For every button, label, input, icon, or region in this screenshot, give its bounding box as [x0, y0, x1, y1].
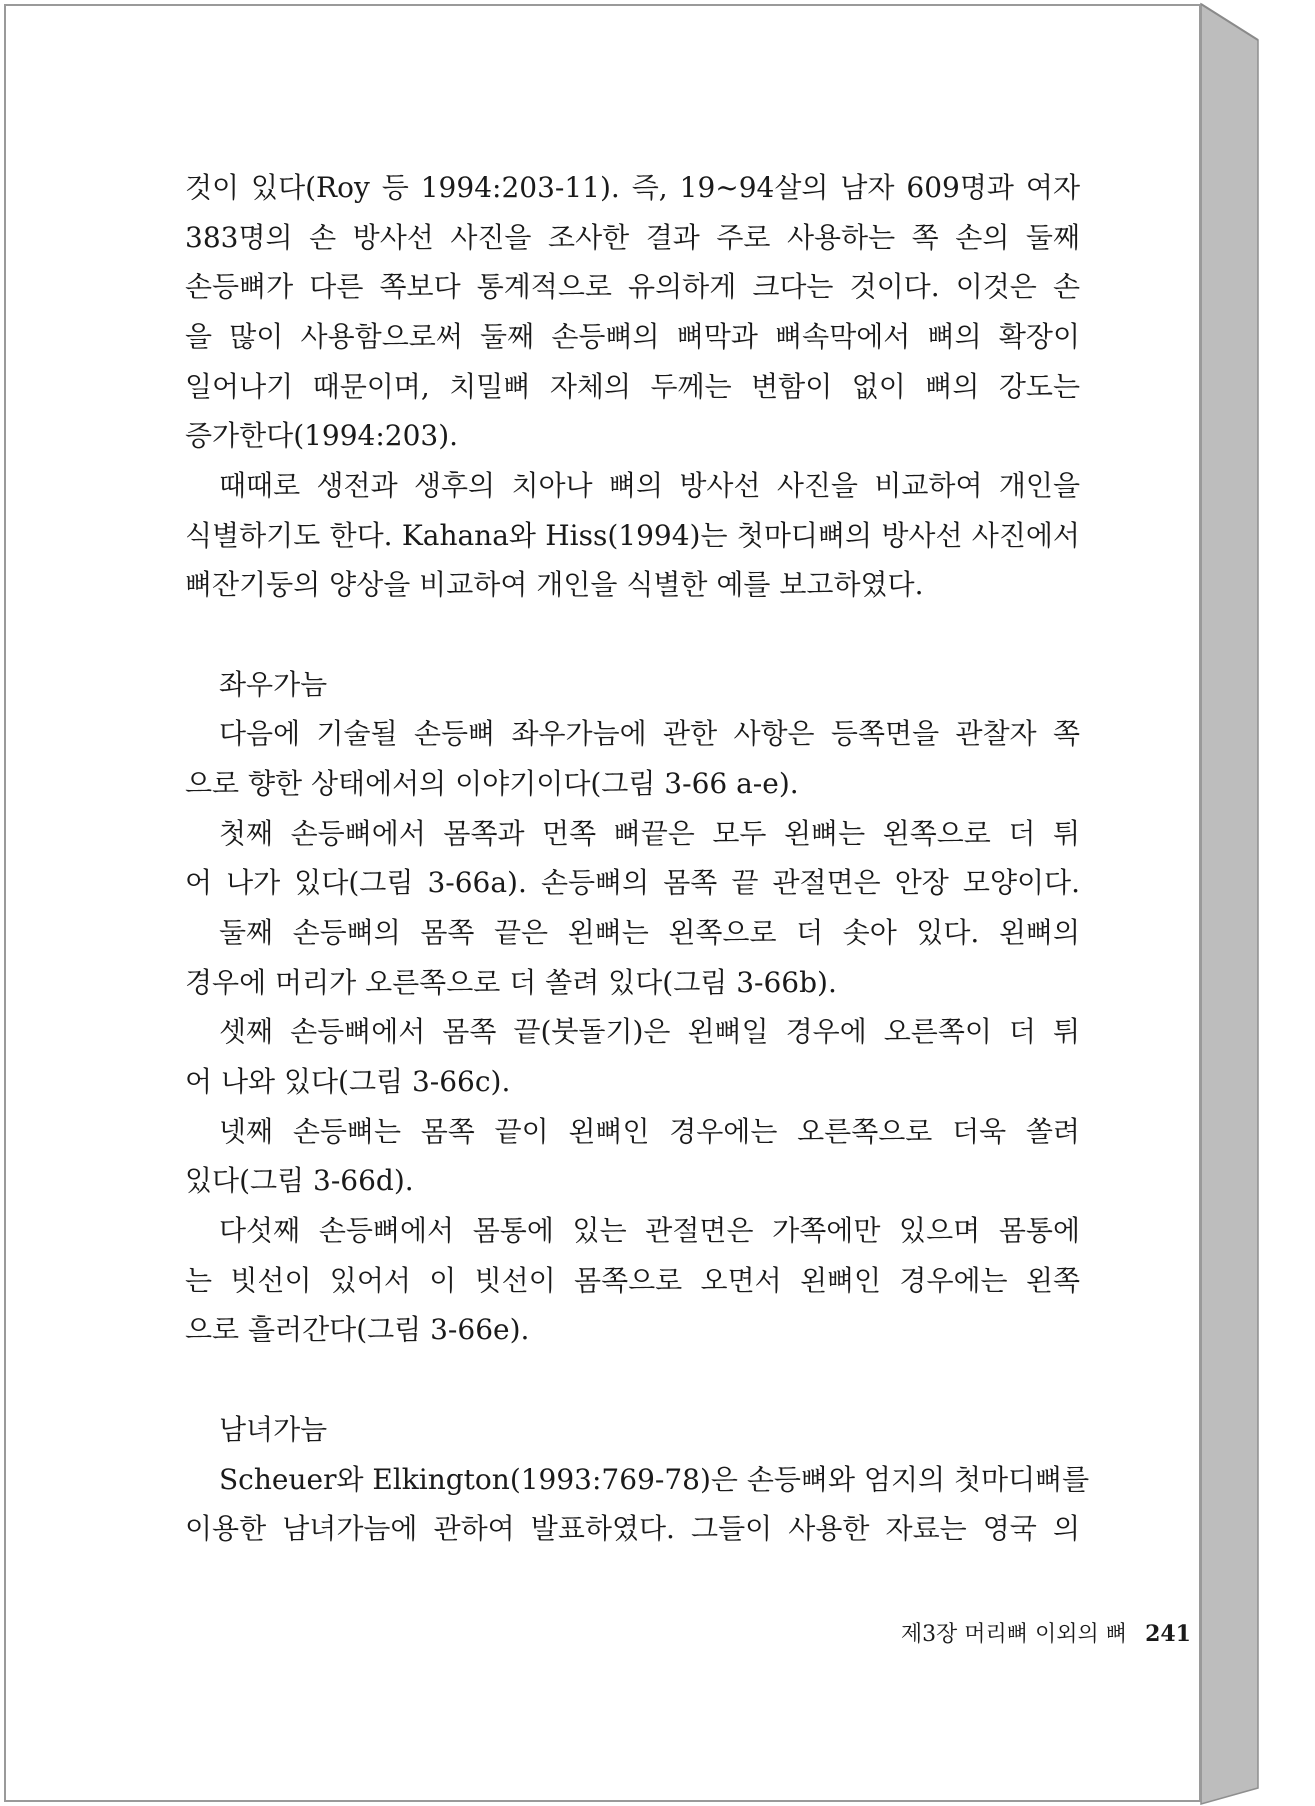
text-line: 다음에 기술될 손등뼈 좌우가늠에 관한 사항은 등쪽면을 관찰자 쪽 — [219, 717, 1080, 750]
text-line: Scheuer와 Elkington(1993:769-78)은 손등뼈와 엄지의 첫마디뼈를 — [219, 1463, 1090, 1496]
text-line: 다섯째 손등뼈에서 몸통에 있는 관절면은 가쪽에만 있으며 몸통에 — [219, 1214, 1080, 1247]
section-heading-sex: 남녀가늠 — [219, 1413, 328, 1446]
page-footer — [901, 1617, 1191, 1651]
text-line: 어 나와 있다(그림 3-66c). — [185, 1065, 511, 1098]
page-number: 241 — [1145, 1621, 1191, 1647]
text-line: 으로 향한 상태에서의 이야기이다(그림 3-66 a-e). — [185, 767, 799, 800]
text-line: 383명의 손 방사선 사진을 조사한 결과 주로 사용하는 쪽 손의 둘째 — [185, 221, 1080, 254]
text-line: 으로 흘러간다(그림 3-66e). — [185, 1313, 530, 1346]
text-line: 어 나가 있다(그림 3-66a). 손등뼈의 몸쪽 끝 관절면은 안장 모양이다. — [185, 866, 1080, 899]
text-line: 증가한다(1994:203). — [185, 419, 459, 452]
text-line: 넷째 손등뼈는 몸쪽 끝이 왼뼈인 경우에는 오른쪽으로 더욱 쏠려 — [219, 1115, 1080, 1148]
text-line: 이용한 남녀가늠에 관하여 발표하였다. 그들이 사용한 자료는 영국 의 — [185, 1512, 1080, 1545]
text-line: 있다(그림 3-66d). — [185, 1164, 414, 1197]
text-line: 뼈잔기둥의 양상을 비교하여 개인을 식별한 예를 보고하였다. — [185, 568, 924, 601]
text-line: 첫째 손등뼈에서 몸쪽과 먼쪽 뼈끝은 모두 왼뼈는 왼쪽으로 더 튀 — [219, 817, 1080, 850]
text-line: 는 빗선이 있어서 이 빗선이 몸쪽으로 오면서 왼뼈인 경우에는 왼쪽 — [185, 1264, 1080, 1297]
text-line: 것이 있다(Roy 등 1994:203-11). 즉, 19~94살의 남자 609명과 여자 — [185, 171, 1080, 204]
text-line: 둘째 손등뼈의 몸쪽 끝은 왼뼈는 왼쪽으로 더 솟아 있다. 왼뼈의 — [219, 916, 1080, 949]
text-line: 셋째 손등뼈에서 몸쪽 끝(붓돌기)은 왼뼈일 경우에 오른쪽이 더 튀 — [219, 1015, 1080, 1048]
text-line: 을 많이 사용함으로써 둘째 손등뼈의 뼈막과 뼈속막에서 뼈의 확장이 — [185, 320, 1080, 353]
text-line: 때때로 생전과 생후의 치아나 뼈의 방사선 사진을 비교하여 개인을 — [219, 469, 1080, 502]
text-line: 일어나기 때문이며, 치밀뼈 자체의 두께는 변함이 없이 뼈의 강도는 — [185, 370, 1080, 403]
text-line: 손등뼈가 다른 쪽보다 통계적으로 유의하게 크다는 것이다. 이것은 손 — [185, 270, 1080, 303]
text-line: 식별하기도 한다. Kahana와 Hiss(1994)는 첫마디뼈의 방사선 사진에서 — [185, 519, 1080, 552]
chapter-title: 제3장 머리뼈 이외의 뼈 — [900, 1622, 1128, 1647]
section-heading-laterality: 좌우가늠 — [219, 668, 328, 701]
text-line: 경우에 머리가 오른쪽으로 더 쏠려 있다(그림 3-66b). — [185, 966, 837, 999]
